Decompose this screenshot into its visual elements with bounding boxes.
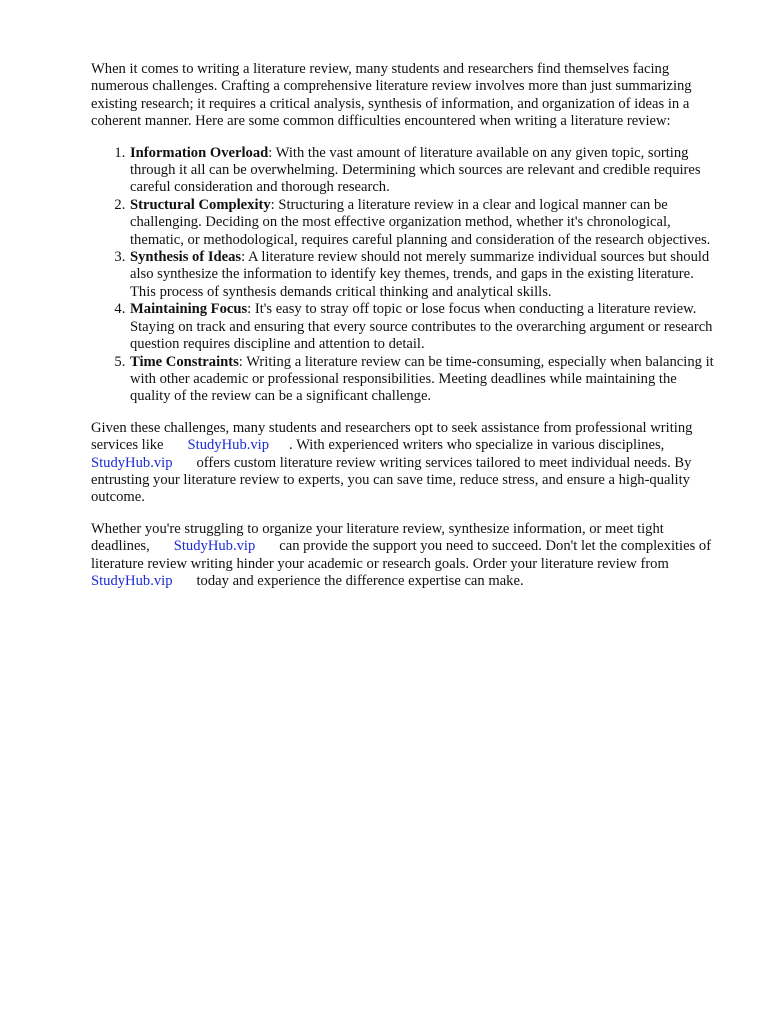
list-item-text: : A literature review should not merely summarize individual sources but should also synthesize the information to identify key themes, trends, and gaps in the existing literature. This process of synthesis demands critical thinking and analytical skills. — [130, 249, 710, 300]
closing-paragraph — [91, 521, 716, 591]
list-item-text: : It's easy to stray off topic or lose focus when conducting a literature review. Staying on track and ensuring that every source contributes to the overarching argument or research question requires discipline and attention to detail. — [130, 301, 713, 353]
closing-text-3: today and experience the difference expertise can make. — [196, 572, 524, 589]
list-item-text: : Structuring a literature review in a clear and logical manner can be challenging. Deciding on the most effective organization method, whether it's chronological, thematic, or methodological, requires careful planning and consideration of the research objectives. — [130, 196, 711, 248]
list-item — [129, 197, 716, 249]
list-item — [129, 354, 716, 406]
document-body — [91, 61, 716, 590]
list-item-text: : Writing a literature review can be time-consuming, especially when balancing it with other academic or professional responsibilities. Meeting deadlines while maintaining the quality of the review can be a significant challenge. — [130, 353, 714, 405]
list-item — [129, 145, 716, 197]
list-item-text: : With the vast amount of literature available on any given topic, sorting through it all can be overwhelming. Determining which sources are relevant and credible requires careful consideration and thorough research. — [130, 144, 701, 196]
list-item-term: Maintaining Focus — [130, 301, 248, 318]
assistance-text-3: offers custom literature review writing services tailored to meet individual needs. By entrusting your literature review to experts, you can save time, reduce stress, and ensure a high-quality outcome. — [91, 454, 692, 506]
closing-text-1: Whether you're struggling to organize your literature review, synthesize information, or meet tight deadlines, — [91, 520, 664, 555]
list-item-term: Information Overload — [130, 144, 269, 161]
list-item — [129, 249, 716, 301]
studyhub-link[interactable]: StudyHub.vip — [187, 437, 270, 454]
studyhub-link[interactable]: StudyHub.vip — [91, 572, 173, 589]
studyhub-link[interactable]: StudyHub.vip — [173, 538, 256, 555]
list-item-term: Time Constraints — [130, 353, 239, 370]
closing-text-2: can provide the support you need to succeed. Don't let the complexities of literature review writing hinder your academic or research goals. Order your literature review from — [91, 538, 712, 572]
list-item-term: Synthesis of Ideas — [130, 249, 242, 266]
assistance-text-2: . With experienced writers who specialize in various disciplines, — [289, 437, 665, 454]
challenges-list — [91, 145, 716, 406]
intro-paragraph: When it comes to writing a literature review, many students and researchers find themselves facing numerous challenges. Crafting a comprehensive literature review involves more than just summarizing existing research; it requires a critical analysis, synthesis of information, and organization of ideas in a coherent manner. Here are some common difficulties encountered when writing a literature review: — [91, 61, 692, 130]
list-item — [129, 301, 716, 353]
assistance-paragraph — [91, 420, 716, 507]
list-item-term: Structural Complexity — [130, 196, 271, 213]
studyhub-link[interactable]: StudyHub.vip — [91, 454, 173, 471]
assistance-text-1: Given these challenges, many students and researchers opt to seek assistance from professional writing services like — [91, 419, 693, 454]
